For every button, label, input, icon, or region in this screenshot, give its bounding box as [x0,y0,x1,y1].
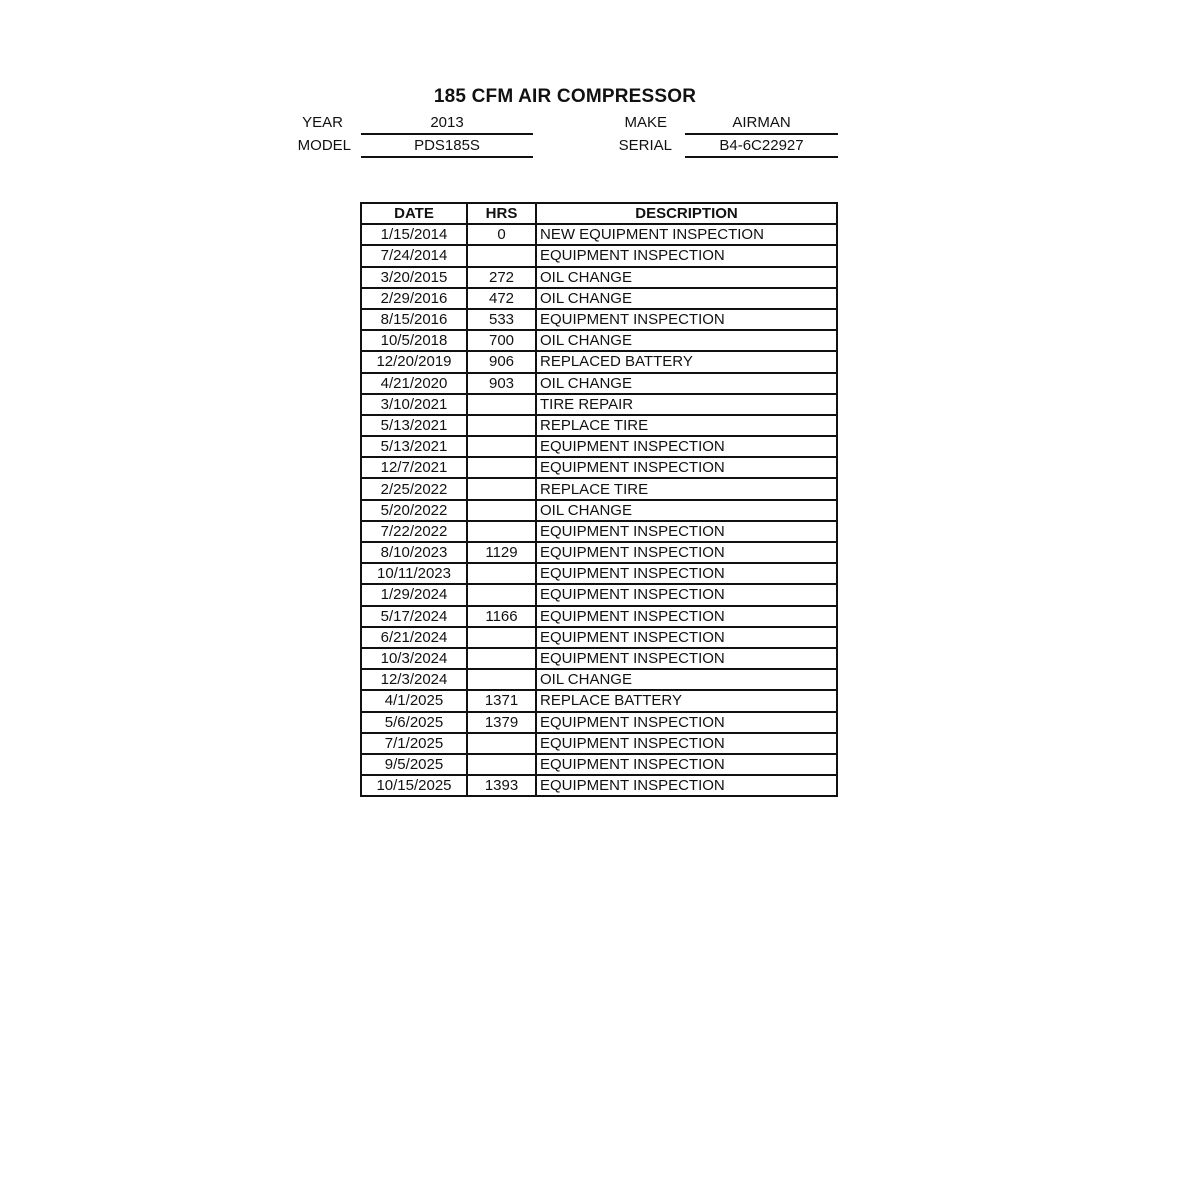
description-cell: EQUIPMENT INSPECTION [536,775,837,796]
hrs-cell: 1129 [467,542,536,563]
table-row [361,648,837,669]
model-value: PDS185S [361,136,533,158]
description-cell: EQUIPMENT INSPECTION [536,245,837,266]
date-cell: 9/5/2025 [361,754,467,775]
table-row [361,606,837,627]
table-row [361,775,837,796]
table-row [361,330,837,351]
table-row [361,584,837,605]
year-label: YEAR [302,114,343,131]
description-cell: OIL CHANGE [536,373,837,394]
date-cell: 7/22/2022 [361,521,467,542]
description-cell: EQUIPMENT INSPECTION [536,309,837,330]
table-row [361,373,837,394]
page-title: 185 CFM AIR COMPRESSOR [433,86,697,107]
make-label: MAKE [624,114,667,131]
date-cell: 5/20/2022 [361,500,467,521]
description-cell: EQUIPMENT INSPECTION [536,457,837,478]
date-cell: 4/1/2025 [361,690,467,711]
description-cell: NEW EQUIPMENT INSPECTION [536,224,837,245]
description-cell: EQUIPMENT INSPECTION [536,542,837,563]
date-cell: 10/15/2025 [361,775,467,796]
date-cell: 10/5/2018 [361,330,467,351]
date-cell: 8/15/2016 [361,309,467,330]
date-cell: 10/11/2023 [361,563,467,584]
description-cell: EQUIPMENT INSPECTION [536,754,837,775]
table-row [361,394,837,415]
description-cell: EQUIPMENT INSPECTION [536,563,837,584]
description-cell: EQUIPMENT INSPECTION [536,627,837,648]
make-value: AIRMAN [685,113,838,135]
table-row [361,733,837,754]
description-cell: EQUIPMENT INSPECTION [536,733,837,754]
date-column-header: DATE [361,203,467,224]
year-value: 2013 [361,113,533,135]
hrs-cell [467,500,536,521]
hrs-cell: 700 [467,330,536,351]
hrs-cell: 1393 [467,775,536,796]
date-cell: 3/20/2015 [361,267,467,288]
hrs-cell [467,669,536,690]
table-row [361,288,837,309]
date-cell: 5/13/2021 [361,415,467,436]
table-row [361,500,837,521]
table-row [361,309,837,330]
description-cell: OIL CHANGE [536,288,837,309]
date-cell: 2/25/2022 [361,478,467,499]
hrs-cell: 1166 [467,606,536,627]
description-cell: OIL CHANGE [536,330,837,351]
model-label: MODEL [297,137,351,154]
hrs-cell [467,754,536,775]
hrs-cell: 272 [467,267,536,288]
date-cell: 12/7/2021 [361,457,467,478]
hrs-cell [467,415,536,436]
table-body [361,224,837,796]
hrs-cell: 1371 [467,690,536,711]
description-cell: REPLACED BATTERY [536,351,837,372]
description-cell: EQUIPMENT INSPECTION [536,584,837,605]
hrs-cell [467,563,536,584]
table-row [361,712,837,733]
description-cell: OIL CHANGE [536,500,837,521]
table-row [361,245,837,266]
date-cell: 3/10/2021 [361,394,467,415]
table-row [361,224,837,245]
hrs-cell [467,394,536,415]
hrs-cell: 903 [467,373,536,394]
hrs-cell: 533 [467,309,536,330]
table-row [361,754,837,775]
hrs-cell [467,478,536,499]
hrs-cell [467,436,536,457]
hrs-cell [467,245,536,266]
date-cell: 10/3/2024 [361,648,467,669]
date-cell: 8/10/2023 [361,542,467,563]
date-cell: 5/17/2024 [361,606,467,627]
hrs-cell: 0 [467,224,536,245]
date-cell: 6/21/2024 [361,627,467,648]
description-cell: REPLACE TIRE [536,415,837,436]
table-row [361,457,837,478]
date-cell: 7/1/2025 [361,733,467,754]
maintenance-log-table [360,202,838,797]
description-cell: REPLACE TIRE [536,478,837,499]
hrs-cell: 906 [467,351,536,372]
table-row [361,563,837,584]
description-column-header: DESCRIPTION [536,203,837,224]
description-cell: REPLACE BATTERY [536,690,837,711]
hrs-cell: 1379 [467,712,536,733]
date-cell: 2/29/2016 [361,288,467,309]
date-cell: 5/6/2025 [361,712,467,733]
table-row [361,267,837,288]
hrs-cell [467,648,536,669]
table-header-row [361,203,837,224]
description-cell: EQUIPMENT INSPECTION [536,436,837,457]
hrs-cell [467,733,536,754]
hrs-cell [467,584,536,605]
table-row [361,415,837,436]
hrs-column-header: HRS [467,203,536,224]
description-cell: EQUIPMENT INSPECTION [536,606,837,627]
serial-label: SERIAL [618,137,672,154]
hrs-cell [467,627,536,648]
description-cell: EQUIPMENT INSPECTION [536,648,837,669]
table-row [361,521,837,542]
date-cell: 7/24/2014 [361,245,467,266]
description-cell: OIL CHANGE [536,669,837,690]
table-row [361,436,837,457]
table-row [361,627,837,648]
hrs-cell [467,457,536,478]
description-cell: OIL CHANGE [536,267,837,288]
serial-value: B4-6C22927 [685,136,838,158]
date-cell: 5/13/2021 [361,436,467,457]
table-row [361,669,837,690]
hrs-cell [467,521,536,542]
description-cell: EQUIPMENT INSPECTION [536,521,837,542]
hrs-cell: 472 [467,288,536,309]
date-cell: 1/29/2024 [361,584,467,605]
date-cell: 12/20/2019 [361,351,467,372]
table-row [361,542,837,563]
table-row [361,478,837,499]
date-cell: 4/21/2020 [361,373,467,394]
description-cell: TIRE REPAIR [536,394,837,415]
table-row [361,351,837,372]
date-cell: 12/3/2024 [361,669,467,690]
table-row [361,690,837,711]
date-cell: 1/15/2014 [361,224,467,245]
description-cell: EQUIPMENT INSPECTION [536,712,837,733]
